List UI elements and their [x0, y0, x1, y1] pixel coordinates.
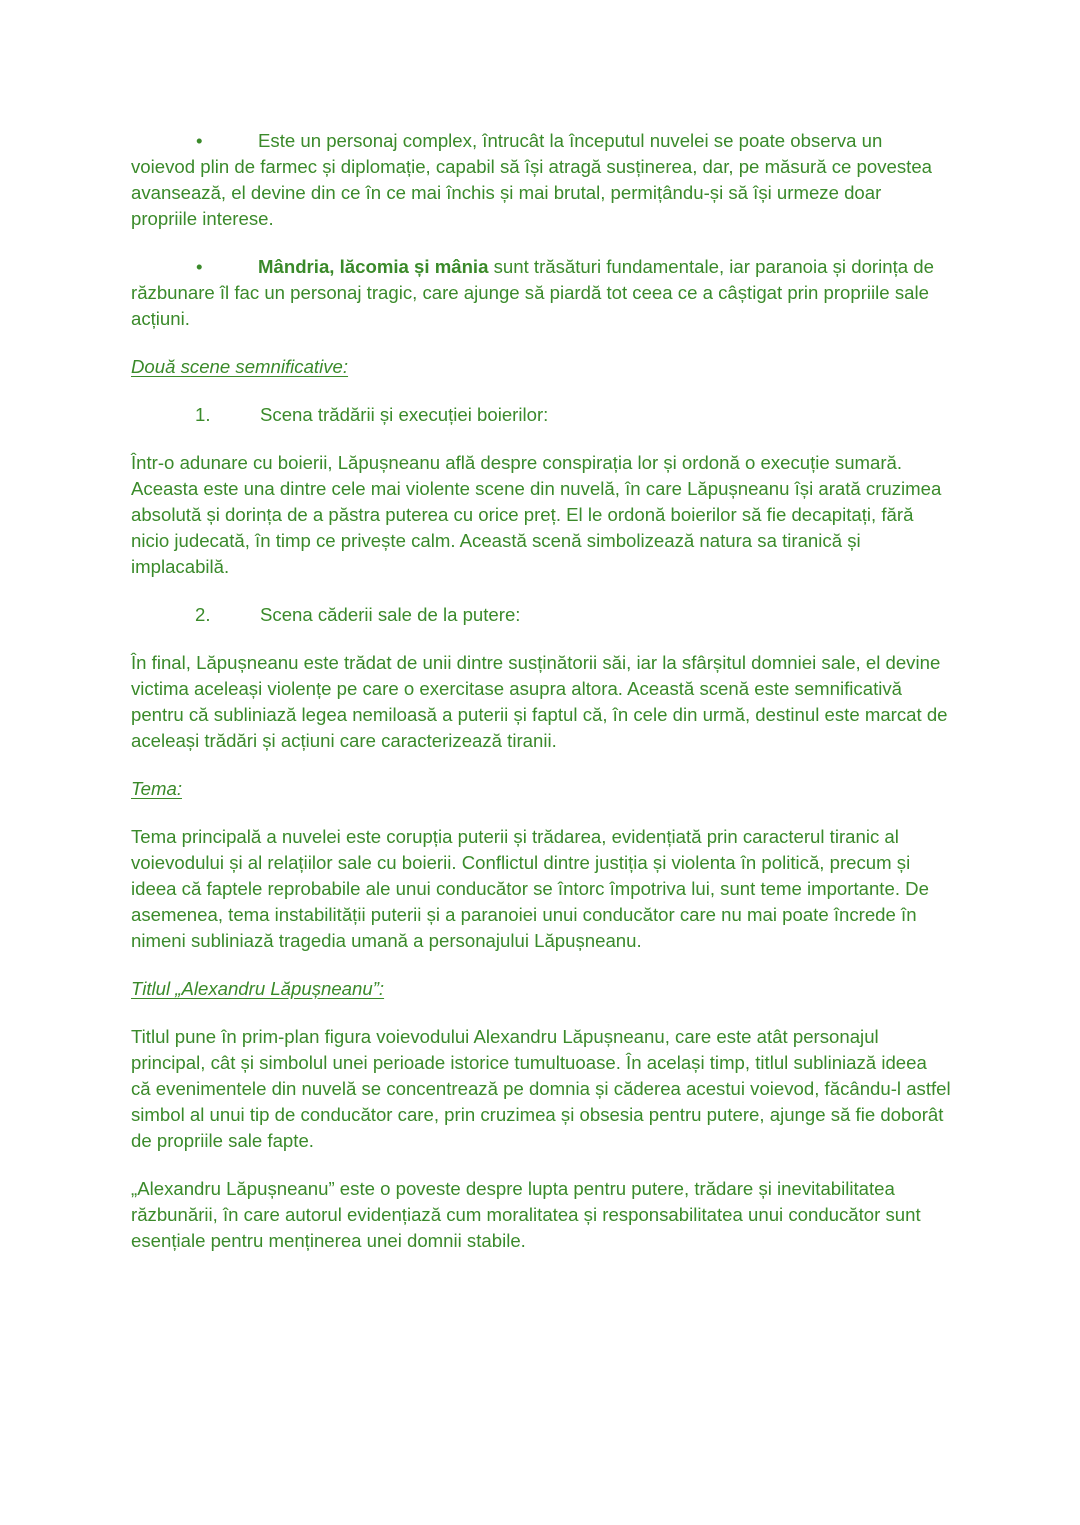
bullet-text: Este un personaj complex, întrucât la începutul nuvelei se poate observa un voievod plin de farmec și diplomație, capabil să își atragă susținerea, dar, pe măsură ce povestea avansează, el devine din ce în ce mai închis și mai brutal, permițându-și să își urmeze doar propriile interese.	[131, 130, 933, 229]
bullet-marker: •	[196, 130, 203, 151]
conclusion-paragraph: „Alexandru Lăpușneanu” este o poveste despre lupta pentru putere, trădare și inevitabilitatea răzbunării, în care autorul evidențiază cum moralitatea și responsabilitatea unui conducător sunt esențiale pentru menținerea unei domnii stabile.	[131, 1178, 921, 1251]
bullet-item-traits	[131, 254, 951, 332]
section-heading-theme: Tema:	[131, 778, 182, 799]
title-body: Titlul pune în prim-plan figura voievodului Alexandru Lăpușneanu, care este atât personajul principal, cât și simbolul unei perioade istorice tumultuoase. În același timp, titlul subliniază ideea că evenimentele din nuvelă se concentrează pe domnia și căderea acestui voievod, făcându-l astfel simbol al unui tip de conducător care, prin cruzimea și obsesia pentru putere, ajunge să fie doborât de propriile sale fapte.	[131, 1026, 951, 1151]
scene-title-text: Scena trădării și execuției boierilor:	[260, 404, 549, 425]
scene-title-1	[131, 402, 951, 428]
bullet-text: sunt trăsături fundamentale, iar paranoia și dorința de răzbunare îl fac un personaj tragic, care ajunge să piardă tot ceea ce a câștigat prin propriile sale acțiuni.	[131, 256, 934, 329]
bullet-bold-text: Mândria, lăcomia și mânia	[258, 256, 489, 277]
document-content	[131, 128, 951, 1276]
theme-body: Tema principală a nuvelei este corupția puterii și trădarea, evidențiată prin caracterul tiranic al voievodului și al relațiilor sale cu boierii. Conflictul dintre justiția și violenta în politică, precum și ideea că faptele reprobabile ale unui conducător se întorc împotriva lui, sunt teme importante. De asemenea, tema instabilității puterii și a paranoiei unui conducător care nu mai poate încrede în nimeni subliniază tragedia umană a personajului Lăpușneanu.	[131, 826, 929, 951]
bullet-marker: •	[196, 256, 203, 277]
list-number: 2.	[195, 604, 211, 625]
scene-body-1: Într-o adunare cu boierii, Lăpușneanu află despre conspirația lor și ordonă o execuție sumară. Aceasta este una dintre cele mai violente scene din nuvelă, în care Lăpușneanu își arată cruzimea absolută și dorința de a păstra puterea cu orice preț. El le ordonă boierilor să fie decapitați, fără nicio judecată, în timp ce privește calm. Această scenă simbolizează natura sa tiranică și implacabilă.	[131, 452, 942, 577]
section-heading-scenes: Două scene semnificative:	[131, 356, 349, 377]
bullet-item-complex	[131, 128, 951, 232]
scene-title-text: Scena căderii sale de la putere:	[260, 604, 521, 625]
list-number: 1.	[195, 404, 211, 425]
scene-body-2: În final, Lăpușneanu este trădat de unii dintre susținătorii săi, iar la sfârșitul domniei sale, el devine victima aceleași violențe pe care o exercitase asupra altora. Această scenă este semnificativă pentru că subliniază legea nemiloasă a puterii și faptul că, în cele din urmă, destinul este marcat de aceleași trădări și acțiuni care caracterizează tiranii.	[131, 652, 948, 751]
section-heading-title: Titlul „Alexandru Lăpușneanu”:	[131, 978, 385, 999]
scene-title-2	[131, 602, 951, 628]
